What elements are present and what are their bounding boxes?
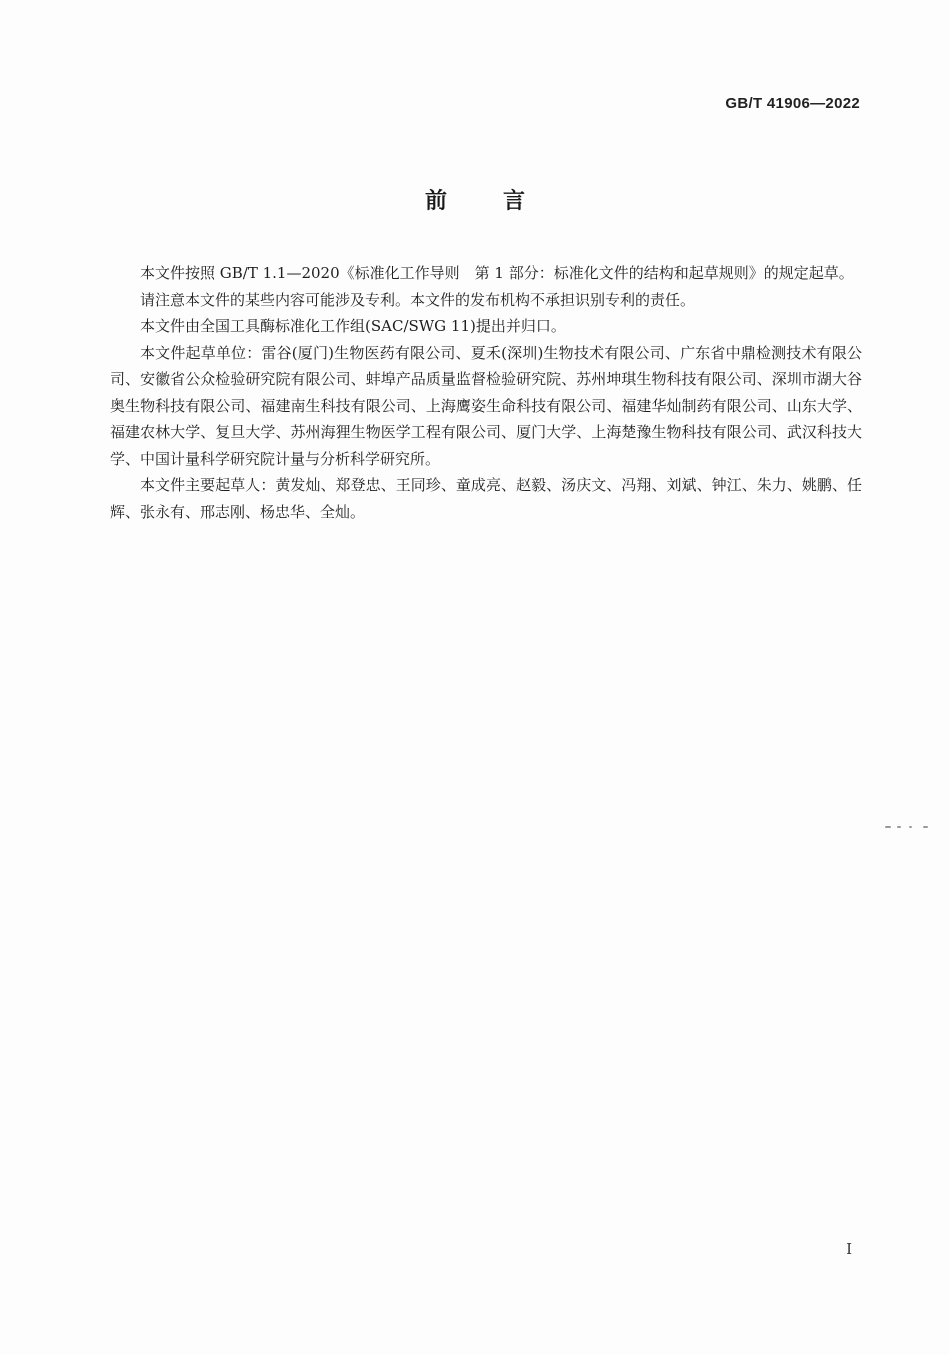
paragraph-patent-notice: 请注意本文件的某些内容可能涉及专利。本文件的发布机构不承担识别专利的责任。 <box>140 290 696 309</box>
paragraph-proposing-body: 本文件由全国工具酶标准化工作组(SAC/SWG 11)提出并归口。 <box>140 317 566 335</box>
paragraph-drafters: 本文件主要起草人：黄发灿、郑登忠、王同珍、童成亮、赵毅、汤庆文、冯翔、刘斌、钟江、朱力、姚鹏、任辉、张永有、邢志刚、杨忠华、全灿。 <box>110 476 862 521</box>
paragraph-drafting-rules: 本文件按照 GB/T 1.1—2020《标准化工作导则 第 1 部分：标准化文件的结构和起草规则》的规定起草。 <box>140 264 854 282</box>
paragraph-drafting-units: 本文件起草单位：雷谷(厦门)生物医药有限公司、夏禾(深圳)生物技术有限公司、广东省中鼎检测技术有限公司、安徽省公众检验研究院有限公司、蚌埠产品质量监督检验研究院、苏州坤琪生物科技有限公司、深圳市湖大谷奥生物科技有限公司、福建南生科技有限公司、上海鹰姿生命科技有限公司、福建华灿制药有限公司、山东大学、福建农林大学、复旦大学、苏州海狸生物医学工程有限公司、厦门大学、上海楚豫生物科技有限公司、武汉科技大学、中国计量科学研究院计量与分析科学研究所。 <box>110 343 862 468</box>
section-title: 前言 <box>424 189 581 214</box>
standard-code: GB/T 41906—2022 <box>725 95 860 112</box>
scan-speck-mark <box>885 826 931 830</box>
page-number: I <box>846 1240 852 1258</box>
foreword-body <box>110 260 862 525</box>
